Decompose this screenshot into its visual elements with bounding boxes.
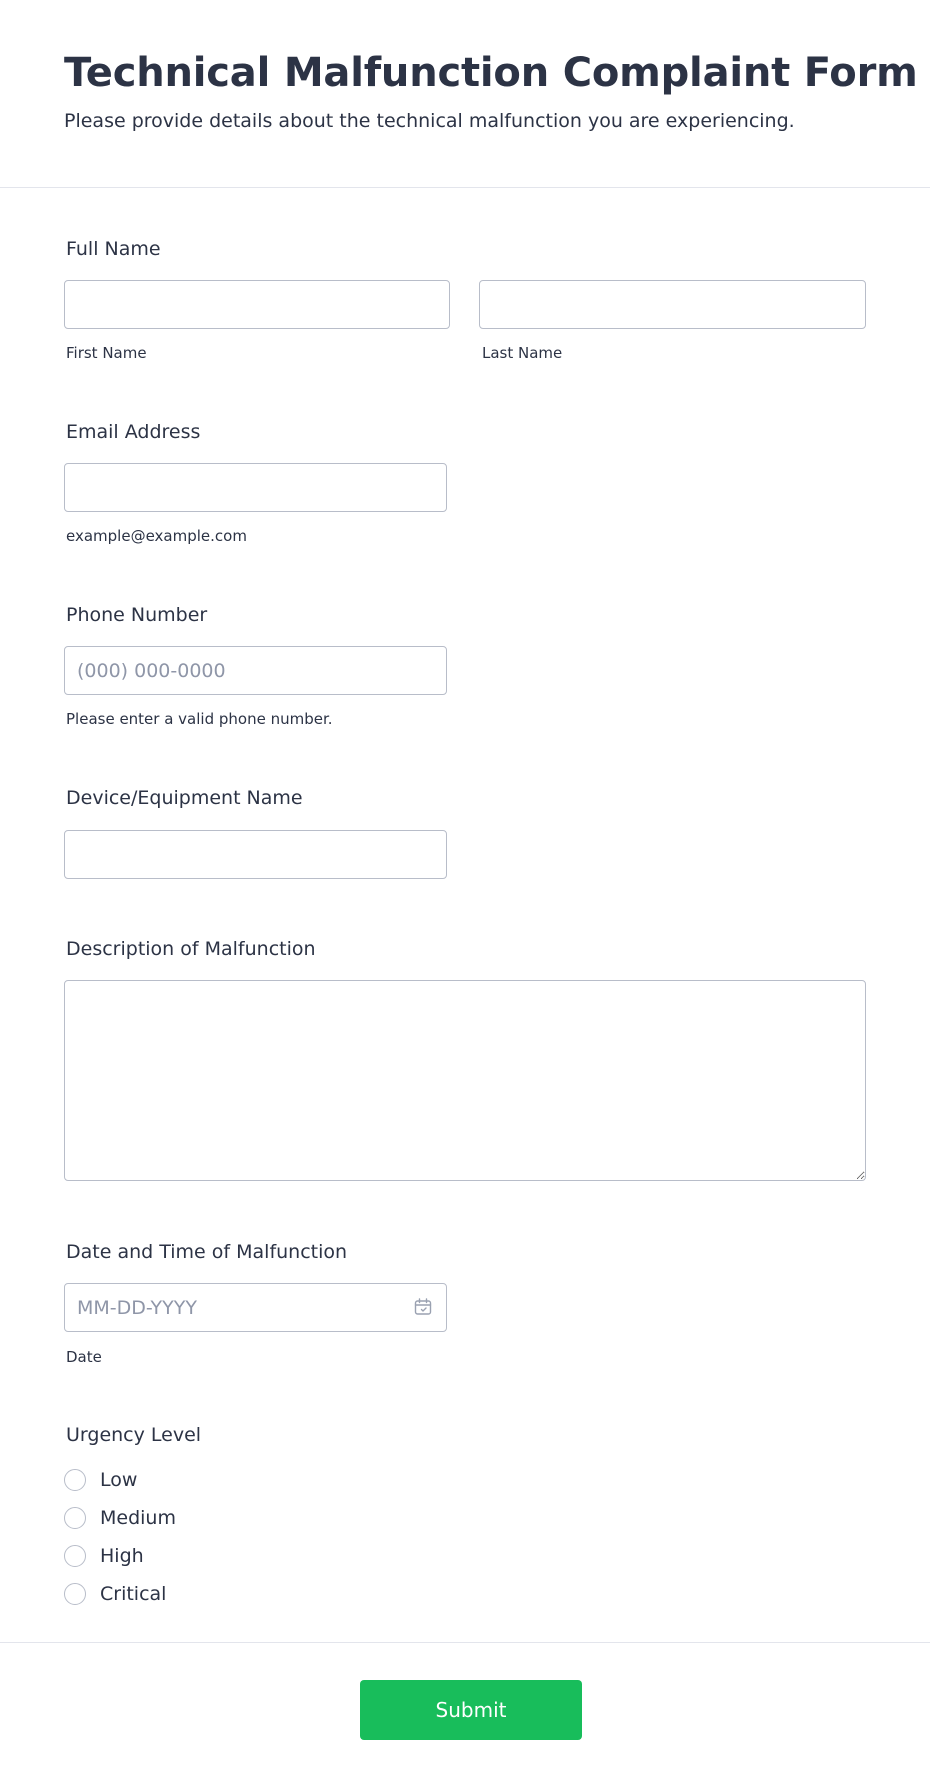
datetime-label: Date and Time of Malfunction: [66, 1241, 348, 1263]
urgency-option-high[interactable]: [64, 1543, 144, 1569]
radio-button[interactable]: [64, 1469, 86, 1491]
radio-label: Low: [100, 1469, 138, 1491]
device-label: Device/Equipment Name: [66, 787, 303, 809]
email-sublabel: example@example.com: [66, 527, 247, 545]
radio-button[interactable]: [64, 1507, 86, 1529]
last-name-sublabel: Last Name: [482, 344, 563, 362]
date-input[interactable]: [64, 1283, 447, 1332]
urgency-option-critical[interactable]: [64, 1581, 166, 1607]
phone-input[interactable]: [64, 646, 447, 695]
device-input[interactable]: [64, 830, 447, 879]
form-footer: [0, 1642, 930, 1791]
submit-button[interactable]: Submit: [360, 1680, 582, 1740]
email-label: Email Address: [66, 421, 201, 443]
form-title: Technical Malfunction Complaint Form: [64, 50, 918, 96]
form-subtitle: Please provide details about the technical malfunction you are experiencing.: [64, 110, 795, 132]
full-name-label: Full Name: [66, 238, 161, 260]
urgency-option-medium[interactable]: [64, 1505, 176, 1531]
phone-sublabel: Please enter a valid phone number.: [66, 710, 333, 728]
radio-label: High: [100, 1545, 144, 1567]
radio-label: Medium: [100, 1507, 176, 1529]
urgency-label: Urgency Level: [66, 1424, 202, 1446]
last-name-input[interactable]: [479, 280, 866, 329]
email-input[interactable]: [64, 463, 447, 512]
calendar-icon[interactable]: [413, 1297, 433, 1317]
date-sublabel: Date: [66, 1348, 102, 1366]
form-header: [0, 0, 930, 188]
urgency-option-low[interactable]: [64, 1467, 137, 1493]
first-name-input[interactable]: [64, 280, 450, 329]
description-textarea[interactable]: [64, 980, 866, 1181]
phone-label: Phone Number: [66, 604, 208, 626]
description-label: Description of Malfunction: [66, 938, 316, 960]
radio-button[interactable]: [64, 1583, 86, 1605]
date-field[interactable]: [64, 1283, 447, 1332]
first-name-sublabel: First Name: [66, 344, 147, 362]
radio-button[interactable]: [64, 1545, 86, 1567]
radio-label: Critical: [100, 1583, 167, 1605]
